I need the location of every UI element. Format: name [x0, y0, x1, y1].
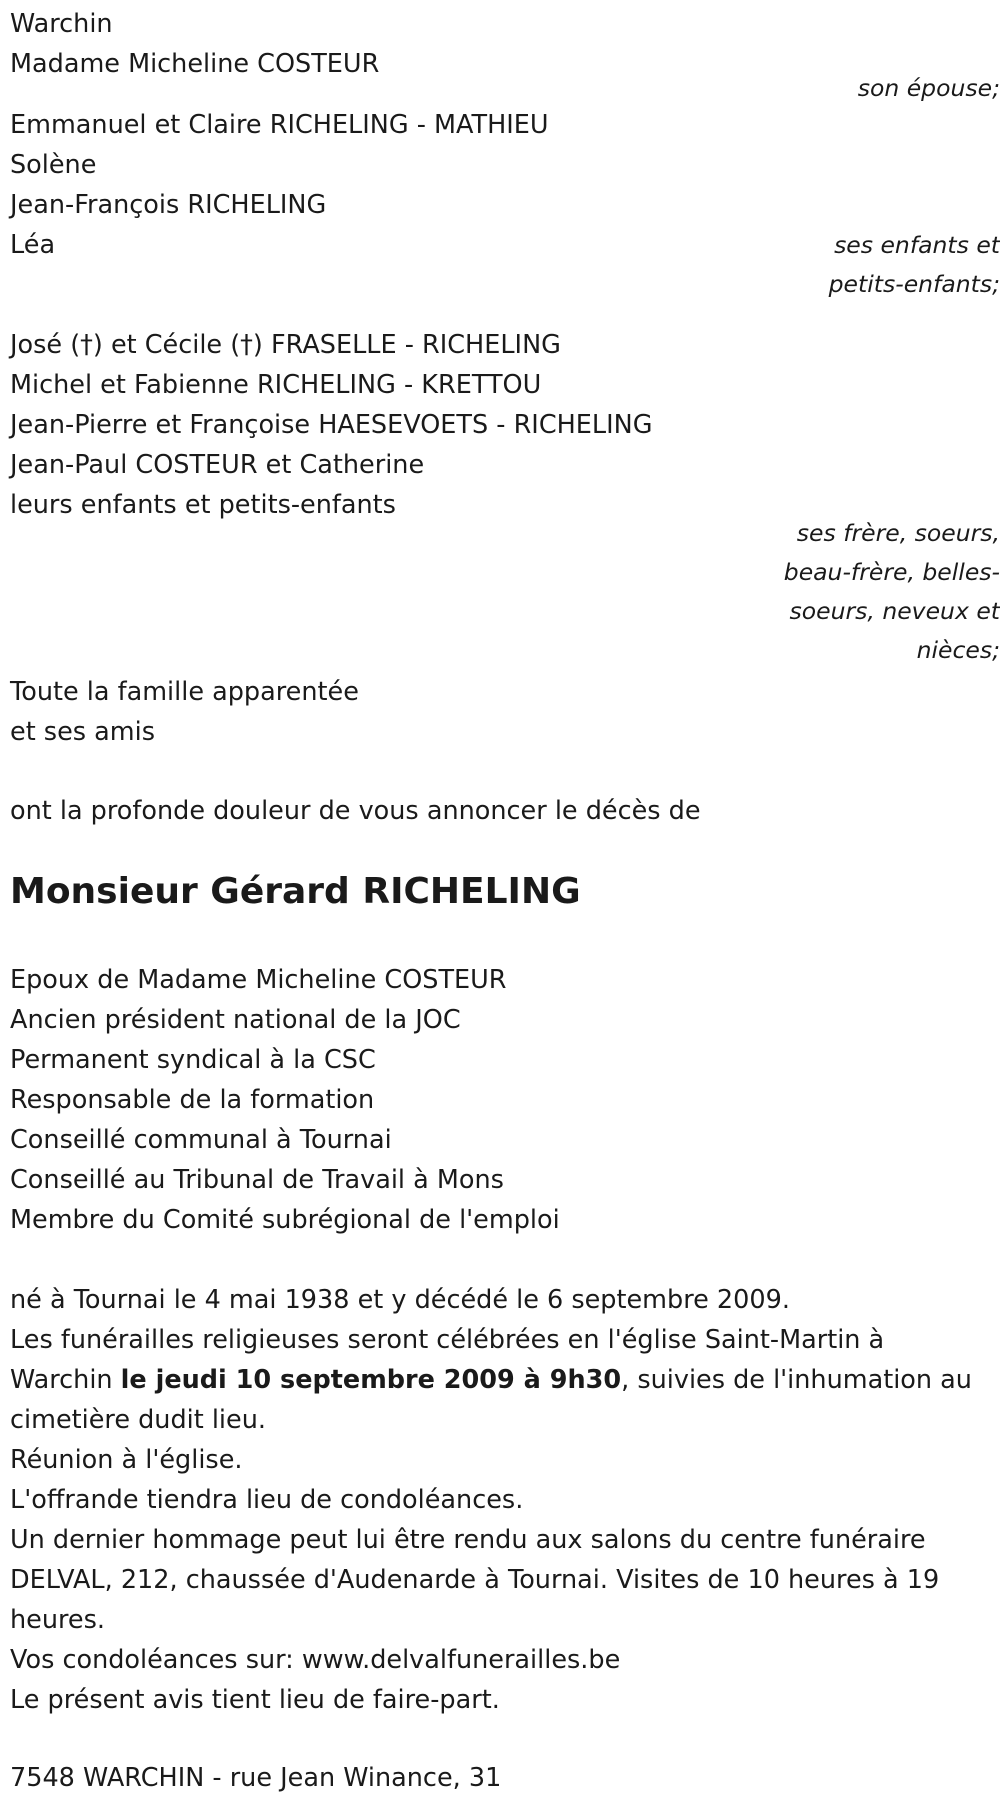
children-role	[760, 226, 1000, 304]
siblings-role-line: ses frère, soeurs,	[796, 519, 1000, 547]
details-block	[10, 1280, 1000, 1720]
title-line: Conseillé au Tribunal de Travail à Mons	[10, 1165, 504, 1195]
family-line: Toute la famille apparentée	[10, 677, 359, 707]
sibling-line: leurs enfants et petits-enfants	[10, 490, 396, 520]
siblings-role	[760, 514, 1000, 670]
spouse-role-text: son épouse;	[857, 74, 1000, 102]
title-line: Conseillé communal à Tournai	[10, 1125, 392, 1155]
funeral-place: Warchin	[10, 1365, 121, 1395]
funeral-burial: , suivies de l'inhumation au	[621, 1365, 972, 1395]
tribute-line-3: heures.	[10, 1605, 106, 1635]
siblings-role-line: beau-frère, belles-	[783, 558, 1000, 586]
family-line: et ses amis	[10, 717, 155, 747]
sibling-line: Jean-Paul COSTEUR et Catherine	[10, 450, 425, 480]
child-line: Emmanuel et Claire RICHELING - MATHIEU	[10, 110, 549, 140]
titles-block	[10, 960, 1000, 1240]
spouse-role	[760, 69, 1000, 108]
title-line: Epoux de Madame Micheline COSTEUR	[10, 965, 507, 995]
children-role-line: petits-enfants;	[828, 270, 1000, 298]
child-line: Solène	[10, 150, 97, 180]
deceased-block	[10, 867, 1000, 917]
deceased-name: Monsieur Gérard RICHELING	[10, 871, 581, 912]
siblings-block	[10, 325, 1000, 525]
siblings-role-line: soeurs, neveux et	[789, 597, 1000, 625]
funeral-line-2	[10, 1360, 1000, 1400]
place-text: Warchin	[10, 9, 113, 39]
announcement-block	[10, 791, 1000, 831]
announcement-text: ont la profonde douleur de vous annoncer le décès de	[10, 796, 701, 826]
condolences-text: Vos condoléances sur: www.delvalfunerailles.be	[10, 1645, 621, 1675]
family-block	[10, 672, 1000, 752]
sibling-line: Jean-Pierre et Françoise HAESEVOETS - RICHELING	[10, 410, 653, 440]
notice-text: Le présent avis tient lieu de faire-part.	[10, 1685, 500, 1715]
title-line: Permanent syndical à la CSC	[10, 1045, 376, 1075]
title-line: Responsable de la formation	[10, 1085, 375, 1115]
tribute-line-1: Un dernier hommage peut lui être rendu aux salons du centre funéraire	[10, 1525, 926, 1555]
funeral-line-1: Les funérailles religieuses seront célébrées en l'église Saint-Martin à	[10, 1325, 885, 1355]
sibling-line: Michel et Fabienne RICHELING - KRETTOU	[10, 370, 542, 400]
offering-text: L'offrande tiendra lieu de condoléances.	[10, 1485, 524, 1515]
funeral-line-3: cimetière dudit lieu.	[10, 1405, 266, 1435]
child-line: Jean-François RICHELING	[10, 190, 327, 220]
sibling-line: José (†) et Cécile (†) FRASELLE - RICHELING	[10, 330, 561, 360]
address-text: 7548 WARCHIN - rue Jean Winance, 31	[10, 1763, 502, 1793]
children-role-line: ses enfants et	[834, 231, 1000, 259]
tribute-line-2: DELVAL, 212, chaussée d'Audenarde à Tournai. Visites de 10 heures à 19	[10, 1565, 940, 1595]
siblings-role-line: nièces;	[916, 636, 1000, 664]
meeting-text: Réunion à l'église.	[10, 1445, 243, 1475]
title-line: Membre du Comité subrégional de l'emploi	[10, 1205, 560, 1235]
address-block	[10, 1758, 1000, 1798]
spouse-name: Madame Micheline COSTEUR	[10, 49, 380, 79]
funeral-date: le jeudi 10 septembre 2009 à 9h30	[120, 1365, 622, 1395]
child-line: Léa	[10, 230, 56, 260]
title-line: Ancien président national de la JOC	[10, 1005, 461, 1035]
born-died-text: né à Tournai le 4 mai 1938 et y décédé le 6 septembre 2009.	[10, 1285, 790, 1315]
